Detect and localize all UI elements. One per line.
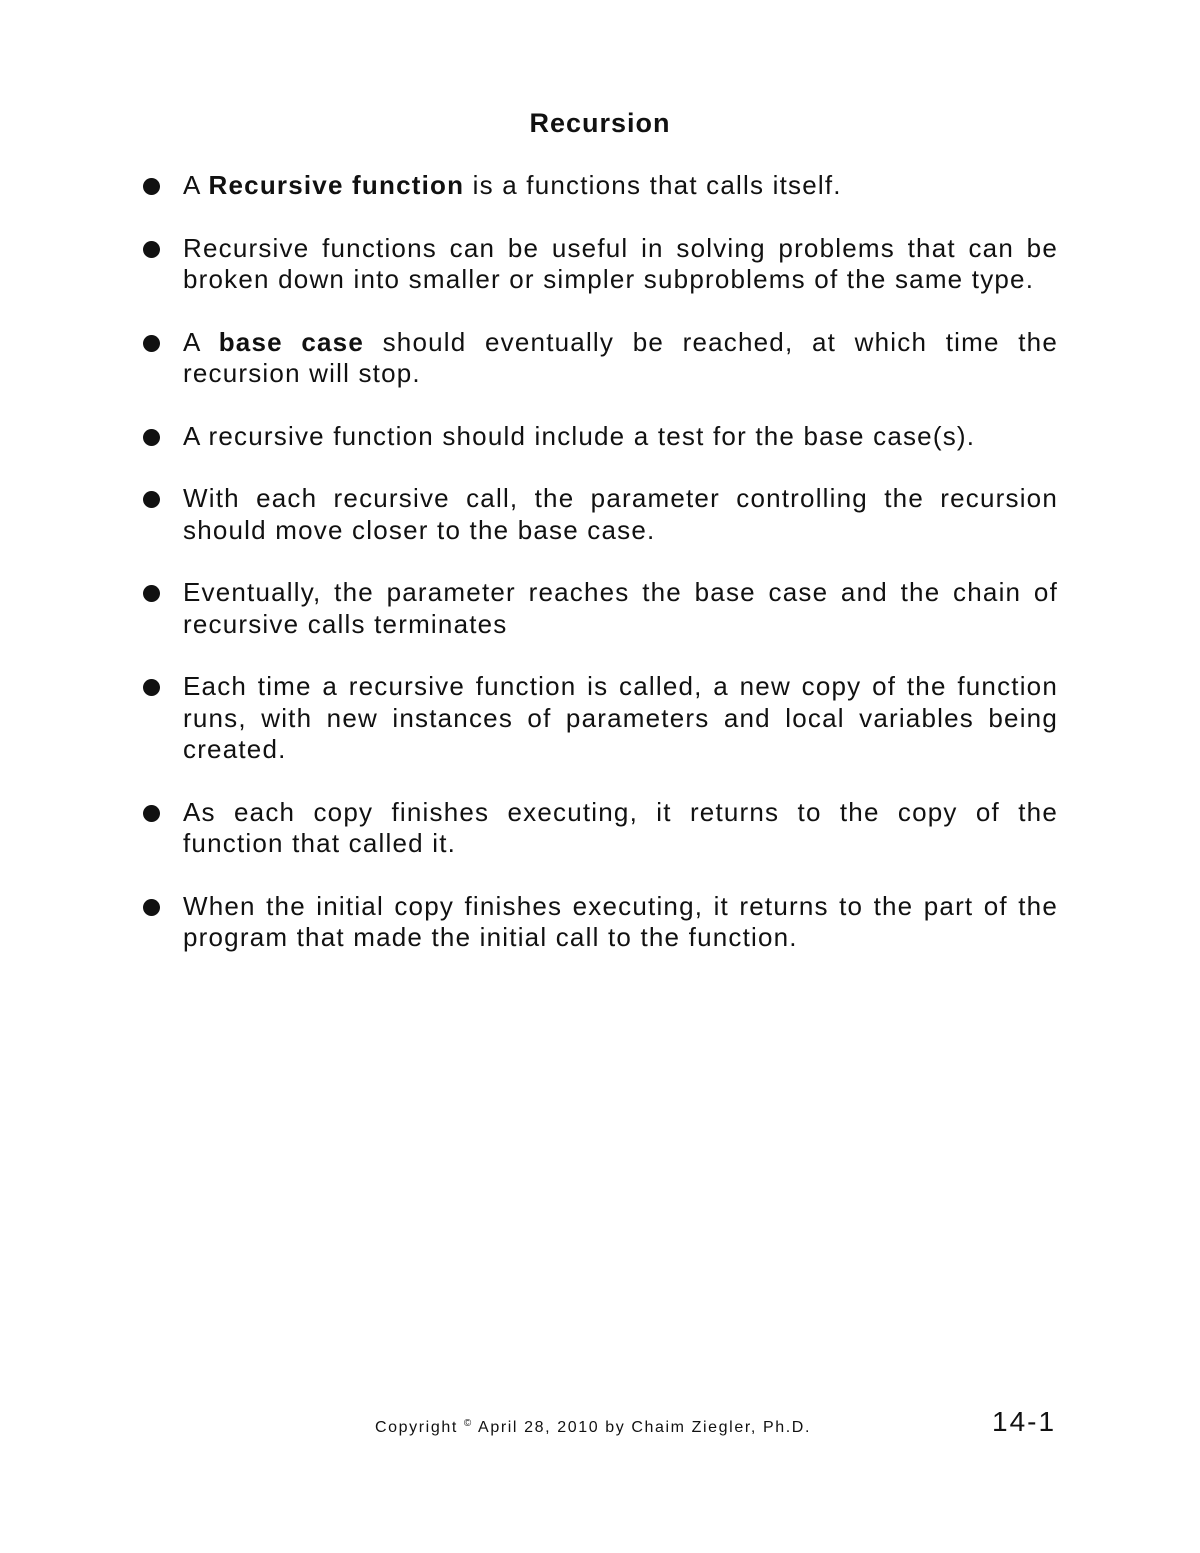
bullet-dot-icon [143, 491, 160, 508]
bullet-item [140, 797, 1058, 860]
bullet-text: With each recursive call, the parameter controlling the recursion should move closer to the base case. [183, 483, 1058, 545]
bullet-text: Recursive functions can be useful in solving problems that can be broken down into smaller or simpler subproblems of the same type. [183, 232, 1058, 294]
bullet-item [140, 327, 1058, 390]
bullet-text: Eventually, the parameter reaches the base case and the chain of recursive calls terminates [183, 577, 1058, 639]
bullet-item [140, 483, 1058, 546]
bullet-text: A base case should eventually be reached, at which time the recursion will stop. [183, 326, 1058, 388]
bullet-text: When the initial copy finishes executing, it returns to the part of the program that made the initial call to the function. [183, 890, 1058, 952]
bullet-dot-icon [143, 585, 160, 602]
bullet-dot-icon [143, 429, 160, 446]
bullet-item [140, 421, 1058, 453]
bullet-dot-icon [143, 899, 160, 916]
bullet-dot-icon [143, 241, 160, 258]
bullet-dot-icon [143, 679, 160, 696]
bullet-list [140, 170, 1058, 985]
page-number: 14-1 [992, 1406, 1057, 1437]
bullet-item [140, 233, 1058, 296]
bullet-text: A Recursive function is a functions that calls itself. [183, 170, 842, 200]
bullet-text: As each copy finishes executing, it returns to the copy of the function that called it. [183, 796, 1058, 858]
page-title: Recursion [529, 108, 671, 138]
bullet-item [140, 671, 1058, 766]
bullet-item [140, 891, 1058, 954]
footer-copyright: Copyright © April 28, 2010 by Chaim Ziegler, Ph.D. [375, 1418, 811, 1436]
bullet-item [140, 577, 1058, 640]
bullet-item [140, 170, 1058, 202]
bullet-text: Each time a recursive function is called, a new copy of the function runs, with new instances of parameters and local variables being created. [183, 671, 1058, 764]
bullet-dot-icon [143, 178, 160, 195]
bullet-dot-icon [143, 335, 160, 352]
copyright-symbol: © [463, 1418, 473, 1429]
bullet-text: A recursive function should include a test for the base case(s). [183, 420, 976, 451]
bullet-dot-icon [143, 805, 160, 822]
